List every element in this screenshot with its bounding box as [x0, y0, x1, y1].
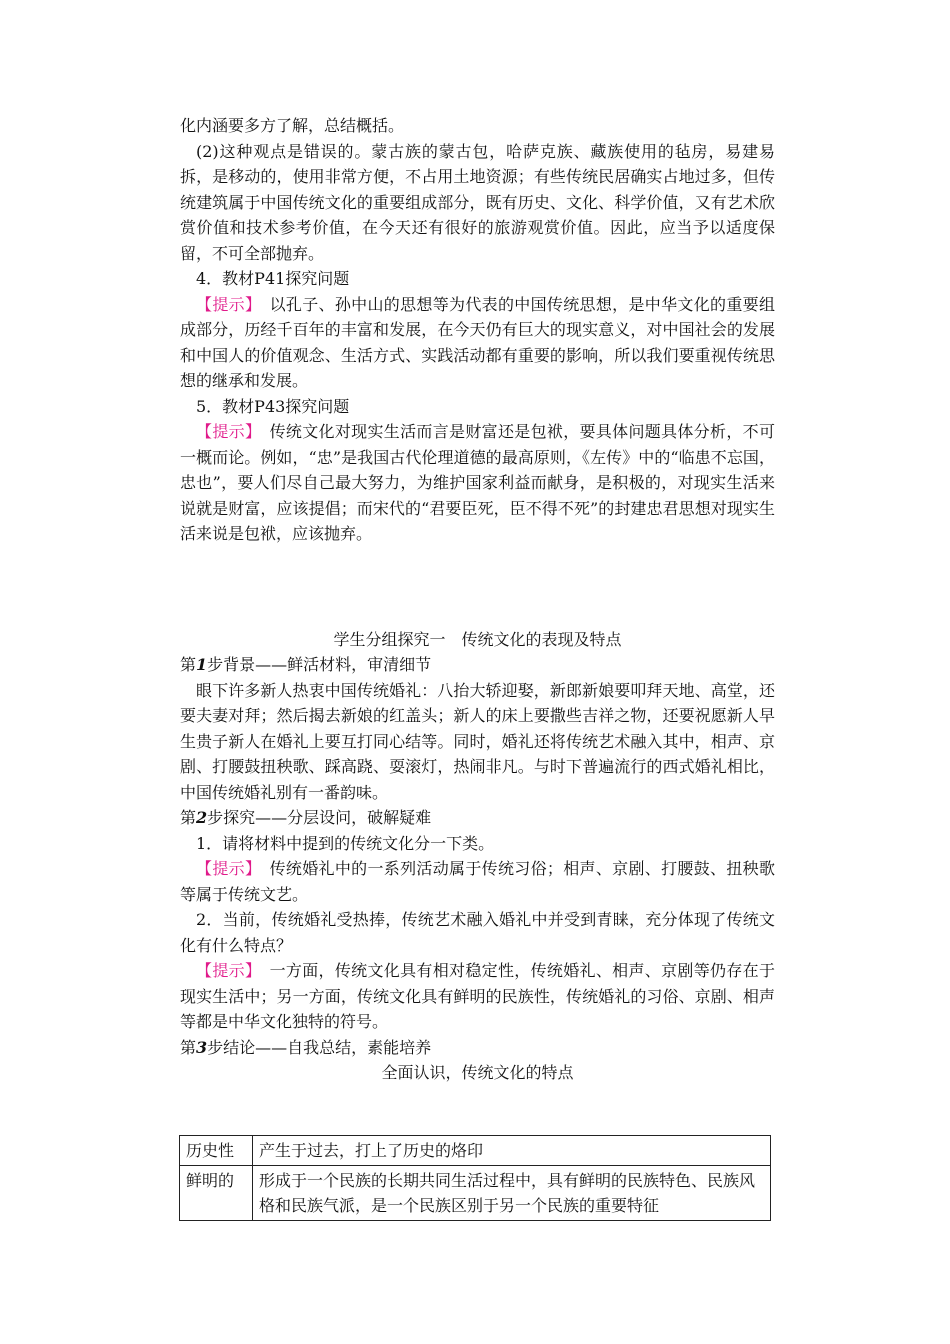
question: 2．当前，传统婚礼受热捧，传统艺术融入婚礼中并受到青睐，充分体现了传统文化有什么特点？ — [180, 910, 775, 955]
hint-label: 【提示】 — [196, 859, 254, 878]
hint-label: 【提示】 — [196, 961, 254, 980]
step-prefix: 第 — [180, 655, 197, 674]
hint-paragraph — [180, 292, 775, 394]
table-title: 全面认识，传统文化的特点 — [381, 1063, 574, 1082]
step-number: 2 — [196, 808, 208, 827]
hint-paragraph — [180, 856, 775, 907]
step-text: 步结论——自我总结，素能培养 — [207, 1037, 432, 1057]
document-body — [180, 113, 775, 1086]
question-heading: 5．教材P43探究问题 — [196, 396, 350, 416]
step-heading — [180, 1035, 775, 1061]
spacer — [180, 547, 775, 627]
hint-text: 以孔子、孙中山的思想等为代表的中国传统思想，是中华文化的重要组成部分，历经千百年的丰富和发展，在今天仍有巨大的现实意义，对中国社会的发展和中国人的价值观念、生活方式、实践活动都有重要的影响，所以我们要重视传统思想的继承和发展。 — [180, 294, 775, 390]
material-paragraph: 眼下许多新人热衷中国传统婚礼：八抬大轿迎娶，新郎新娘要叩拜天地、高堂，还要夫妻对拜；然后揭去新娘的红盖头；新人的床上要撒些吉祥之物，还要祝愿新人早生贵子新人在婚礼上要互打同心结等。同时，婚礼还将传统艺术融入其中，相声、京剧、打腰鼓扭秧歌、踩高跷、耍滚灯，热闹非凡。与时下普遍流行的西式婚礼相比，中国传统婚礼别有一番韵味。 — [180, 680, 775, 802]
step-text: 步背景——鲜活材料，审清细节 — [207, 655, 432, 674]
paragraph: (2)这种观点是错误的。蒙古族的蒙古包，哈萨克族、藏族使用的毡房，易建易拆，是移动的，使用非常方便，不占用土地资源；有些传统民居确实占地过多，但传统建筑属于中国传统文化的重要组成部分，既有历史、文化、科学价值，又有艺术欣赏价值和技术参考价值，在今天还有很好的旅游观赏价值。因此，应当予以适度保留，不可全部抛弃。 — [180, 141, 775, 263]
step-heading — [180, 805, 775, 831]
section-title: 学生分组探究一 传统文化的表现及特点 — [333, 629, 622, 649]
step-prefix: 第 — [180, 808, 197, 827]
hint-paragraph — [180, 419, 775, 547]
table-row — [180, 1166, 771, 1221]
paragraph: 化内涵要多方了解，总结概括。 — [180, 116, 405, 135]
features-table — [179, 1135, 771, 1221]
hint-label: 【提示】 — [196, 422, 254, 441]
hint-label: 【提示】 — [196, 294, 254, 314]
step-heading — [180, 652, 775, 678]
table-cell-key: 历史性 — [180, 1136, 253, 1166]
question-heading: 4．教材P41探究问题 — [196, 269, 350, 288]
table-row — [180, 1136, 771, 1166]
hint-paragraph — [180, 958, 775, 1035]
step-number: 1 — [196, 655, 208, 674]
hint-text: 传统文化对现实生活而言是财富还是包袱，要具体问题具体分析，不可一概而论。例如，“忠”是我国古代伦理道德的最高原则，《左传》中的“临患不忘国，忠也”，要人们尽自己最大努力，为维护国家利益而献身，是积极的，对现实生活来说就是财富，应该提倡；而宋代的“君要臣死，臣不得不死”的封建忠君思想对现实生活来说是包袱，应该抛弃。 — [180, 422, 775, 543]
question: 1．请将材料中提到的传统文化分一下类。 — [196, 833, 495, 853]
table-cell-key: 鲜明的 — [180, 1166, 253, 1221]
hint-text: 传统婚礼中的一系列活动属于传统习俗；相声、京剧、打腰鼓、扭秧歌等属于传统文艺。 — [180, 859, 775, 904]
hint-text: 一方面，传统文化具有相对稳定性，传统婚礼、相声、京剧等仍存在于现实生活中；另一方面，传统文化具有鲜明的民族性，传统婚礼的习俗、京剧、相声等都是中华文化独特的符号。 — [180, 961, 775, 1031]
table-cell-value: 产生于过去，打上了历史的烙印 — [253, 1136, 771, 1166]
step-number: 3 — [196, 1037, 208, 1057]
step-prefix: 第 — [180, 1037, 197, 1057]
table-cell-value: 形成于一个民族的长期共同生活过程中，具有鲜明的民族特色、民族风格和民族气派，是一个民族区别于另一个民族的重要特征 — [253, 1166, 771, 1221]
step-text: 步探究——分层设问，破解疑难 — [207, 808, 432, 827]
